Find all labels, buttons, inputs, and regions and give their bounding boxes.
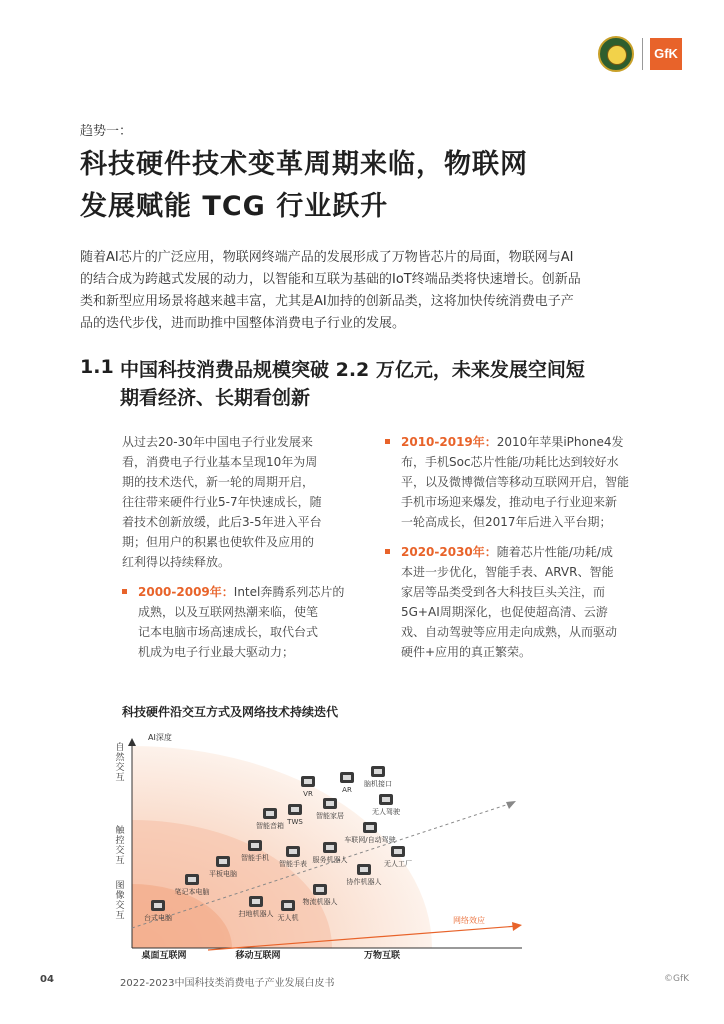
item-label: 车联网/自动驾驶 bbox=[344, 836, 396, 844]
x-level-label: 移动互联网 bbox=[235, 951, 281, 960]
item-label: 智能家居 bbox=[316, 812, 344, 820]
right-column bbox=[385, 432, 647, 662]
text-line: 成熟，以及互联网热潮来临，使笔 bbox=[138, 605, 319, 619]
item-label: 平板电脑 bbox=[209, 870, 237, 878]
factory-icon-detail bbox=[394, 849, 402, 854]
item-label: AR bbox=[342, 786, 352, 794]
y-axis-arrow bbox=[128, 738, 136, 746]
section-title bbox=[120, 356, 660, 412]
smartphone-icon-detail bbox=[251, 843, 259, 848]
bullet-marker bbox=[385, 549, 390, 554]
ar-glasses-icon bbox=[340, 772, 354, 794]
item-label: 物流机器人 bbox=[302, 898, 338, 906]
text-line: 5G+AI周期深化，也促使超高清、云游 bbox=[401, 605, 608, 619]
y-axis-levels bbox=[115, 741, 125, 921]
text-line: 手机市场迎来爆发，推动电子行业迎来新 bbox=[401, 495, 618, 509]
bullet-year: 2000-2009年： bbox=[138, 585, 234, 599]
logo-divider bbox=[642, 38, 643, 70]
self-driving-icon bbox=[372, 794, 400, 816]
y-level-char: 自 bbox=[115, 743, 125, 753]
y-level-char: 触 bbox=[115, 826, 125, 836]
x-axis-levels bbox=[141, 949, 400, 960]
smartwatch-icon-detail bbox=[289, 849, 297, 854]
text-line: 随着芯片性能/功耗/成 bbox=[496, 545, 613, 559]
x-trend-label: 网络效应 bbox=[453, 916, 485, 925]
y-level-char: 控 bbox=[115, 836, 125, 846]
text-line: Intel奔腾系列芯片的 bbox=[233, 585, 345, 599]
text-line: 平，以及微博微信等移动互联网开启，智能 bbox=[401, 475, 630, 489]
item-label: 无人驾驶 bbox=[372, 808, 400, 816]
intro-line: 的结合成为跨越式发展的动力，以智能和互联为基础的IoT终端品类将快速增长。创新品 bbox=[80, 272, 581, 287]
section-title-line: 中国科技消费品规模突破 2.2 万亿元，未来发展空间短 bbox=[120, 359, 585, 381]
collab-robot-icon-detail bbox=[360, 867, 368, 872]
item-label: 智能音箱 bbox=[256, 822, 284, 830]
y-level-char: 互 bbox=[115, 856, 125, 866]
footer-copyright: ©GfK bbox=[664, 974, 690, 984]
y-level-char: 图 bbox=[115, 881, 125, 891]
bullet-year: 2020-2030年： bbox=[401, 545, 497, 559]
item-label: 无人机 bbox=[277, 914, 299, 922]
item-label: 扫地机器人 bbox=[238, 910, 274, 918]
left-column bbox=[122, 432, 350, 662]
trend-arrow bbox=[506, 801, 516, 809]
y-axis-label: AI深度 bbox=[148, 733, 172, 742]
text-line: 看，消费电子行业基本呈现10年为周 bbox=[122, 455, 318, 469]
text-line: 布，手机Soc芯片性能/功耗比达到较好水 bbox=[401, 455, 619, 469]
section-number: 1.1 bbox=[80, 356, 114, 378]
item-label: 台式电脑 bbox=[144, 914, 172, 922]
trend-label: 趋势一： bbox=[80, 124, 133, 139]
item-label: VR bbox=[303, 790, 313, 798]
text-line: 2010年苹果iPhone4发 bbox=[496, 435, 624, 449]
item-label: 无人工厂 bbox=[384, 860, 412, 868]
item-label: 协作机器人 bbox=[346, 878, 382, 886]
laptop-icon-detail bbox=[188, 877, 196, 882]
text-line: 期的技术迭代，新一轮的周期开启， bbox=[122, 475, 315, 489]
intro-line: 品的迭代步伐，进而助推中国整体消费电子行业的发展。 bbox=[80, 316, 406, 331]
text-line: 戏、自动驾驶等应用走向成熟，从而驱动 bbox=[401, 625, 618, 639]
y-level-char: 互 bbox=[115, 773, 125, 783]
vr-headset-icon-detail bbox=[304, 779, 312, 784]
smart-speaker-icon-detail bbox=[266, 811, 274, 816]
bullet-2020-2030 bbox=[385, 542, 647, 662]
text-line: 机成为电子行业最大驱动力； bbox=[138, 645, 295, 659]
intro-paragraph bbox=[80, 247, 654, 335]
self-driving-icon-detail bbox=[382, 797, 390, 802]
desktop-icon-detail bbox=[154, 903, 162, 908]
y-level-char: 互 bbox=[115, 911, 125, 921]
smart-home-icon-detail bbox=[326, 801, 334, 806]
item-label: 笔记本电脑 bbox=[174, 888, 210, 896]
text-line: 硬件+应用的真正繁荣。 bbox=[401, 645, 532, 659]
steering-wheel-icon-detail bbox=[366, 825, 374, 830]
bullet-marker bbox=[122, 589, 127, 594]
service-robot-icon-detail bbox=[326, 845, 334, 850]
brain-interface-icon bbox=[364, 766, 392, 788]
logistics-robot-icon-detail bbox=[316, 887, 324, 892]
tablet-icon-detail bbox=[219, 859, 227, 864]
section-title-line: 期看经济、长期看创新 bbox=[120, 387, 311, 409]
robot-vacuum-icon-detail bbox=[252, 899, 260, 904]
y-level-char: 像 bbox=[115, 891, 125, 901]
bullet-year: 2010-2019年： bbox=[401, 435, 497, 449]
text-line: 家居等品类受到各大科技巨头关注，而 bbox=[401, 585, 606, 599]
page-number: 04 bbox=[40, 974, 54, 985]
association-logo bbox=[598, 36, 634, 72]
text-line: 一轮高成长，但2017年后进入平台期； bbox=[401, 515, 612, 529]
tech-evolution-diagram bbox=[108, 728, 528, 960]
text-line: 本进一步优化，智能手表、ARVR、智能 bbox=[401, 565, 614, 579]
text-line: 着技术创新放缓，此后3-5年进入平台 bbox=[122, 515, 322, 529]
bullet-2000-2009 bbox=[122, 582, 350, 662]
text-line: 记本电脑市场高速成长，取代台式 bbox=[138, 625, 319, 639]
y-level-char: 交 bbox=[115, 763, 125, 773]
page-title bbox=[80, 144, 660, 228]
y-level-char: 然 bbox=[115, 753, 125, 763]
x-level-label: 桌面互联网 bbox=[141, 951, 187, 960]
item-label: 智能手机 bbox=[241, 854, 269, 862]
left-paragraph bbox=[122, 432, 350, 572]
item-label: 服务机器人 bbox=[312, 856, 348, 864]
text-line: 期；但用户的积累也使软件及应用的 bbox=[122, 535, 315, 549]
brain-interface-icon-detail bbox=[374, 769, 382, 774]
bullet-marker bbox=[385, 439, 390, 444]
gfk-logo: GfK bbox=[650, 38, 682, 70]
footer-doc-title: 2022-2023中国科技类消费电子产业发展白皮书 bbox=[120, 978, 335, 989]
title-line: 科技硬件技术变革周期来临，物联网 bbox=[80, 149, 528, 180]
y-level-char: 交 bbox=[115, 846, 125, 856]
ar-glasses-icon-detail bbox=[343, 775, 351, 780]
text-line: 从过去20-30年中国电子行业发展来 bbox=[122, 435, 313, 449]
item-label: TWS bbox=[287, 818, 303, 826]
bullet-2010-2019 bbox=[385, 432, 647, 532]
chart-title: 科技硬件沿交互方式及网络技术持续迭代 bbox=[122, 705, 339, 719]
intro-line: 随着AI芯片的广泛应用，物联网终端产品的发展形成了万物皆芯片的局面，物联网与AI bbox=[80, 250, 574, 265]
intro-line: 类和新型应用场景将越来越丰富，尤其是AI加持的创新品类，这将加快传统消费电子产 bbox=[80, 294, 574, 309]
earbuds-icon-detail bbox=[291, 807, 299, 812]
x-level-label: 万物互联 bbox=[363, 951, 401, 960]
item-label: 脑机接口 bbox=[364, 780, 392, 788]
title-line: 发展赋能 TCG 行业跃升 bbox=[80, 191, 389, 222]
text-line: 红利得以持续释放。 bbox=[122, 555, 231, 569]
y-level-char: 交 bbox=[115, 901, 125, 911]
drone-icon-detail bbox=[284, 903, 292, 908]
network-effect-arrow bbox=[512, 922, 522, 931]
text-line: 往往带来硬件行业5-7年快速成长，随 bbox=[122, 495, 322, 509]
item-label: 智能手表 bbox=[279, 860, 307, 868]
